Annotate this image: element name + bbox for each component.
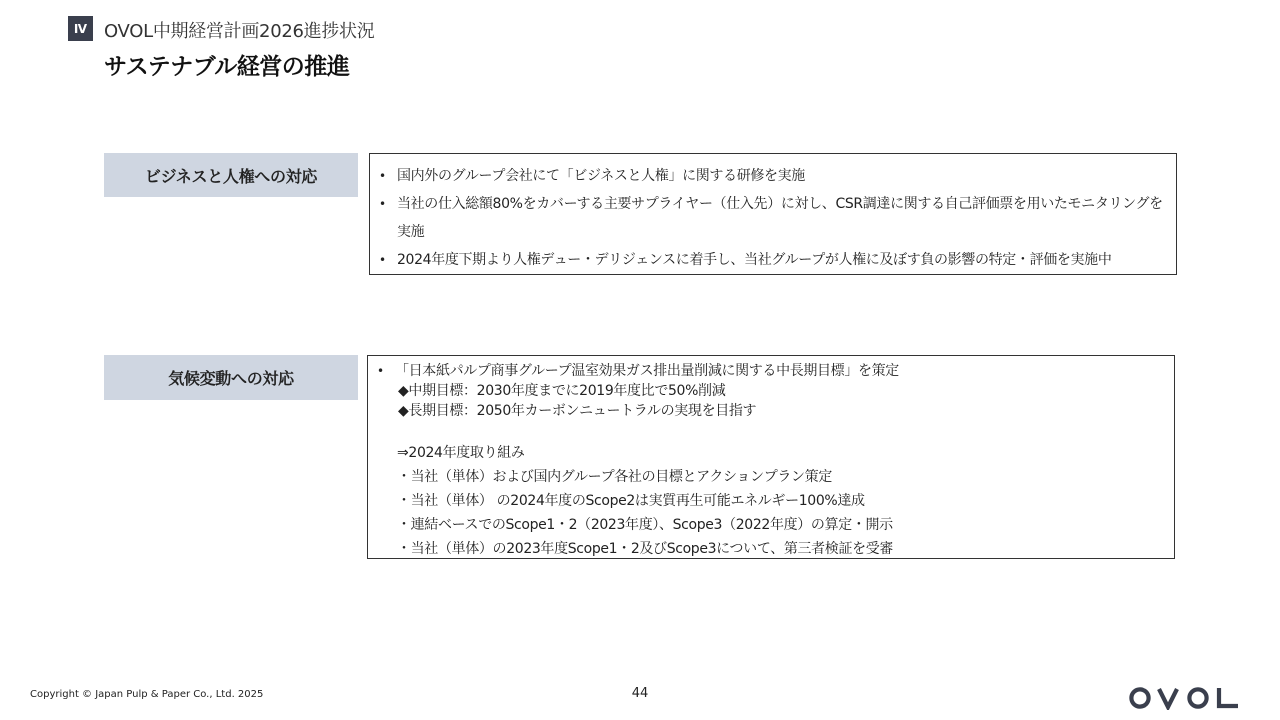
page-number: 44 [631,686,649,701]
section-number-badge: Ⅳ [68,16,93,41]
climate-progress-heading: ⇒2024年度取り組み [397,445,525,461]
human-rights-content [369,153,1177,275]
climate-progress-item: ・連結ベースでのScope1・2（2023年度）、Scope3（2022年度）の算定・開示 [397,517,893,533]
human-rights-label: ビジネスと人権への対応 [104,153,358,197]
human-rights-item: • 2024年度下期より人権デュー・デリジェンスに着手し、当社グループが人権に及ぼす負の影響の特定・評価を実施中 [378,246,1166,274]
climate-progress-item: ・当社（単体） の2024年度のScope2は実質再生可能エネルギー100%達成 [397,493,865,509]
ovol-logo [1128,686,1240,710]
climate-progress-item: ・当社（単体）および国内グループ各社の目標とアクションプラン策定 [397,469,832,485]
climate-target: ◆中期目標：2030年度までに2019年度比で50%削減 [398,383,726,399]
copyright-text: Copyright © Japan Pulp & Paper Co., Ltd. 2025 [30,689,264,700]
human-rights-item: • 国内外のグループ会社にて「ビジネスと人権」に関する研修を実施 [378,162,1166,190]
climate-label: 気候変動への対応 [104,355,358,400]
climate-lead: • 「日本紙パルプ商事グループ温室効果ガス排出量削減に関する中長期目標」を策定 [376,361,1164,381]
climate-target: ◆長期目標：2050年カーボンニュートラルの実現を目指す [398,403,757,419]
human-rights-item: • 当社の仕入総額80%をカバーする主要サプライヤー（仕入先）に対し、CSR調達に関する自己評価票を用いたモニタリングを実施 [378,190,1166,246]
page-title: サステナブル経営の推進 [104,54,350,80]
section-title: OVOL中期経営計画2026進捗状況 [104,21,375,42]
climate-progress-item: ・当社（単体）の2023年度Scope1・2及びScope3について、第三者検証を受審 [397,541,894,557]
climate-content [367,355,1175,559]
spacer [376,421,1164,441]
